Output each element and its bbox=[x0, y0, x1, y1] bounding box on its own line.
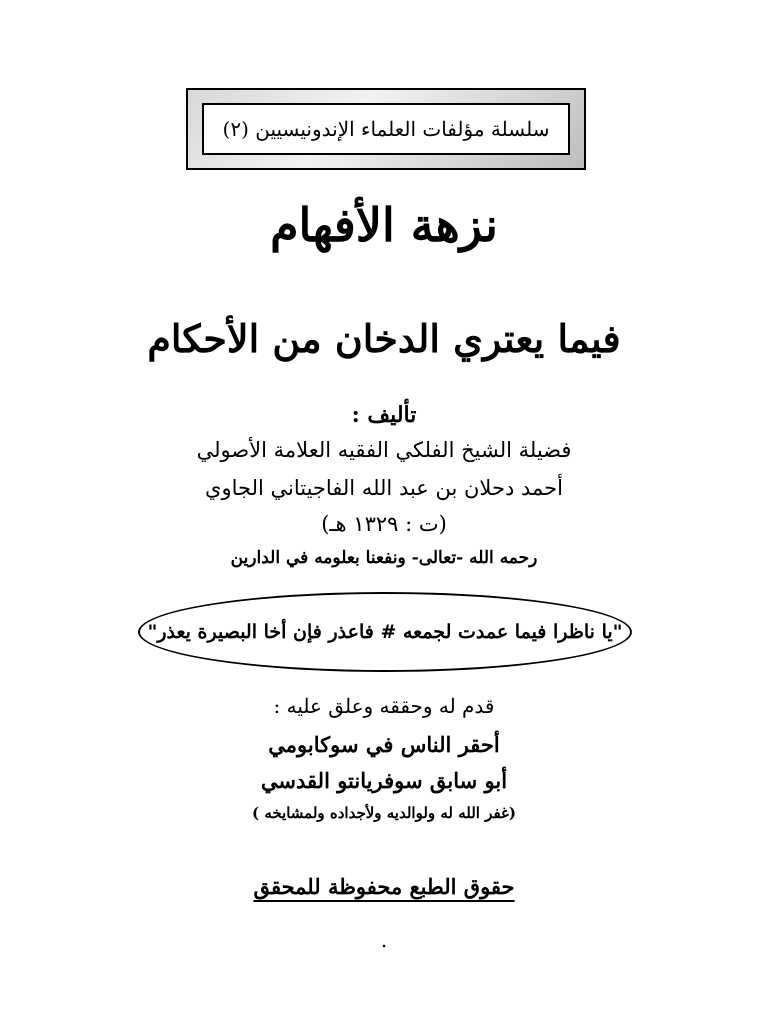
editor-description: أحقر الناس في سوكابومي bbox=[268, 732, 500, 757]
footer-dot: . bbox=[380, 928, 388, 952]
series-box bbox=[186, 88, 586, 170]
book-title: نزهة الأفهام bbox=[270, 198, 498, 252]
editor-name: أبو سابق سوفريانتو القدسي bbox=[260, 768, 508, 793]
author-death-date: (ت : ١٣٢٩ هـ) bbox=[321, 512, 447, 536]
series-title: سلسلة مؤلفات العلماء الإندونيسيين (٢) bbox=[202, 103, 570, 155]
editor-prayer: (غفر الله له ولوالديه ولأجداده ولمشايخه ) bbox=[252, 804, 516, 822]
book-subtitle: فيما يعتري الدخان من الأحكام bbox=[147, 316, 621, 361]
author-label: تأليف : bbox=[351, 402, 417, 428]
copyright-notice: حقوق الطبع محفوظة للمحقق bbox=[253, 874, 515, 899]
verse-text: "يا ناظرا فيما عمدت لجمعه # فاعذر فإن أخا البصيرة يعذر" bbox=[147, 621, 623, 643]
verse-ellipse bbox=[138, 592, 632, 672]
author-honorific: فضيلة الشيخ الفلكي الفقيه العلامة الأصولي bbox=[196, 438, 572, 462]
author-blessing: رحمه الله -تعالى- ونفعنا بعلومه في الدارين bbox=[230, 548, 538, 568]
editor-label: قدم له وحققه وعلق عليه : bbox=[273, 694, 495, 718]
author-name: أحمد دحلان بن عبد الله الفاجيتاني الجاوي bbox=[205, 476, 563, 500]
